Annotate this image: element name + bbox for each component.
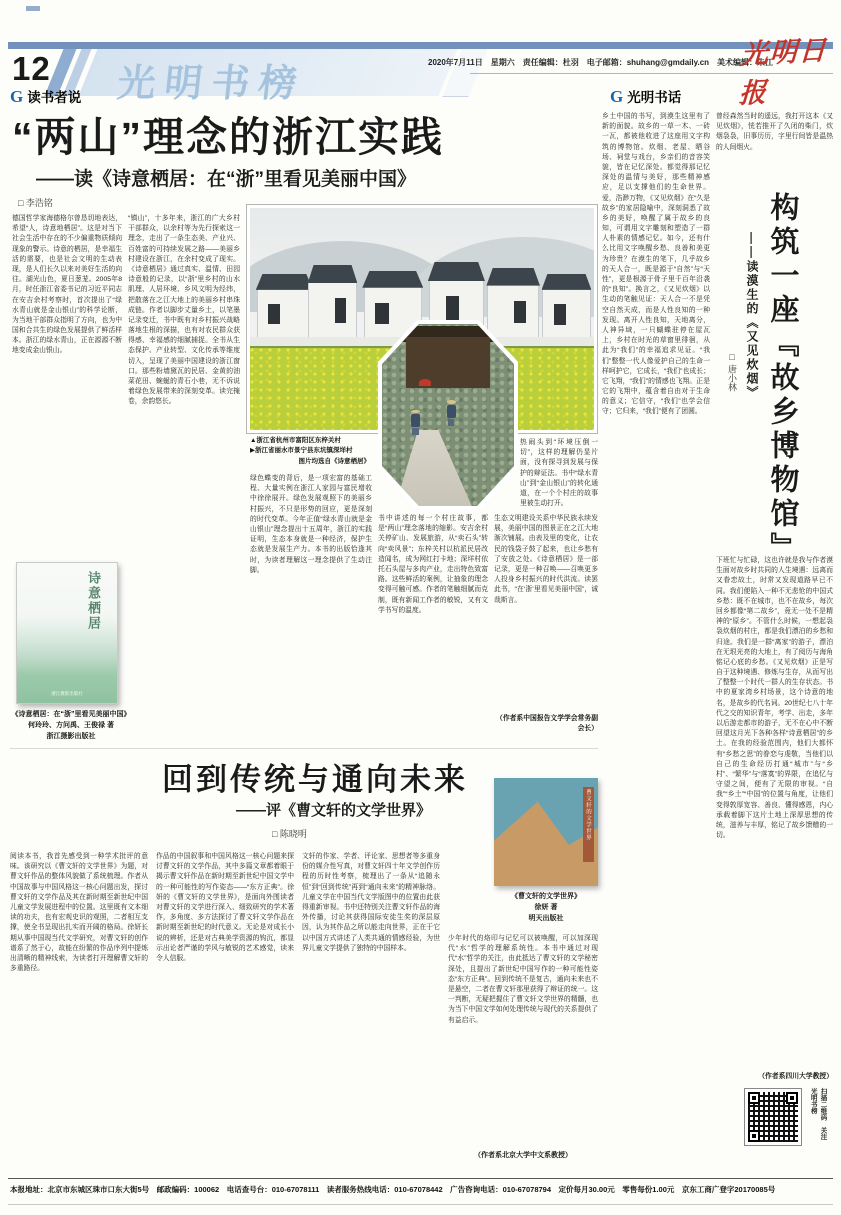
window-shape — [554, 304, 565, 325]
figure-body-shape — [411, 414, 420, 427]
section-marker-left-label: 读书者说 — [27, 90, 82, 105]
red-umbrella-shape — [419, 379, 431, 386]
book-cover-shiyiqiju — [16, 562, 118, 704]
villager-figure — [447, 400, 456, 426]
qr-code — [744, 1088, 802, 1146]
section-marker-left — [10, 86, 81, 106]
article3-subtitle: ——评《曹文轩的文学世界》 — [236, 802, 432, 819]
window-shape — [268, 304, 280, 323]
article1-column-3: 绿色蝶变的背后，是一项宏富的基础工程、大量实例在浙江人家园与富民增收中徐徐展开。绿色发展观照下的美丽乡村振兴，不只是形势的回应，更是深刻的时代变革。今年正值“绿水青山就是金山银山”理念提出十五周年，浙江的实践证明，生态本身就是一种经济，保护生态就是发展生产力。本书的出版恰逢其时，为读者理解这一理念提供了生动注脚。 — [250, 475, 372, 574]
book2-cover-title: 曹文轩的文学世界 — [585, 788, 591, 841]
photo-caption-line2: ▶浙江省丽水市景宁县东坑镇深垟村 — [250, 447, 353, 455]
book1-caption-authors: 何玲玲、方问禹、王俊禄 著 — [28, 721, 114, 729]
window-shape — [446, 296, 459, 322]
article1-column-5: 生态文明建设关系中华民族永续发展，美丽中国的图景正在之江大地渐次铺展。由表及里的变化，让农民的钱袋子鼓了起来，也让乡愁有了安放之处。《诗意栖居》是一部记录，更是一种召唤——召唤更多人投身乡村振兴的时代洪流。读罢此书，“在‘浙’里看见美丽中国”，诚哉斯言。 — [494, 515, 598, 604]
article3-column-4: 少年时代的烙印与记忆可以被唤醒，可以加深现代“水”哲学的理解系统性。本书中通过对现代“水”哲学的关注，由此抵达了曹文轩的文学秘密深处，且提出了新世纪中国写作的一种可能性姿态“东方正典”。回到传统不是复古，通向未来也不是悬空，二者在曹文轩那里获得了辩证的统一。这一判断，无疑把握住了曹文轩文学世界的精髓，也为当下中国文学如何处理传统与现代的关系提供了有益启示。 — [448, 935, 598, 1024]
qr-corner — [786, 1092, 798, 1104]
article3-column-1: 阅读本书，我首先感受到一种学术批评的意味。该研究以《曹文轩的文学世界》为题，对曹文轩作品的整体风貌做了系统梳理。作者从中国故事与中国风格这一核心问题出发，探讨曹文轩的文学作品及其在新时期至新世纪中国儿童文学发展进程中的位置。这里既有文本细读的功夫，也有宏观史识的观照，二者相互支撑，使全书呈现出扎实而开阔的格局。徐妍长期从事中国现当代文学研究，对曹文轩的创作谱系了然于心，故能在纷繁的作品序列中提炼出清晰的精神线索，为读者打开理解曹文轩的多重路径。 — [10, 853, 148, 973]
article3-column-2: 作品的中国叙事和中国风格这一核心问题来探讨曹文轩的文学作品，其中多篇文章都着眼于揭示曹文轩作品在新时期至新世纪中国文学中的一种可能性的写作姿态——“东方正典”。徐妍的《曹文轩的文学世界》，是面向外围读者对曹文轩的文学进行深入、细致研究的学术著作，多角度、多方法探讨了曹文轩文学作品在新时期至新世纪的时代意义。无论是对成长小说的辨析，还是对古典美学资源的钩沉，都显示出论者严谨的学风与敏锐的艺术感觉，读来令人信服。 — [156, 853, 294, 962]
roof-shape — [256, 274, 313, 290]
house-shape — [542, 288, 590, 341]
article1-subtitle: ——读《诗意栖居：在“浙”里看见美丽中国》 — [36, 169, 417, 190]
book-cover-publisher: 浙江摄影出版社 — [51, 691, 83, 697]
article2-author-note: （作者系四川大学教授） — [758, 1073, 833, 1080]
book-cover-caowenxuan — [494, 778, 598, 886]
article1-title: “两山”理念的浙江实践 — [12, 114, 444, 160]
house-shape — [308, 281, 356, 341]
house-shape — [487, 283, 539, 341]
qr-caption: 扫描二维码 关注光明书榜 — [809, 1088, 827, 1140]
book1-caption-publisher: 浙江摄影出版社 — [46, 732, 96, 740]
article3-title: 回到传统与通向未来 — [162, 762, 468, 797]
article2-column-right-main: 下班忙与忙碌，这也许就是我与作者漠生面对故乡时共同的人生境遇：远离而又眷恋故土，时常又发现道路早已不同。我们便陷入一种不无悲怆的中国式乡愁：既不在城市，也不在故乡，每次回乡都像“第二故乡”，竟无一处不是精神的“原乡”。不管什么时候，一想起袅袅炊烟的村庄，都是我们漂泊的乡愁和归途。我们是一群“离家”的游子，漂泊在无垠光亮的大地上，有了阅历与海角铭记心底的乡愁。《又见炊烟》正是写自于这种境遇、修炼与生存，从而写出了整整一个时代一群人的生存状态。书中的夏家湾乡村场景，这个诗意的地名，是故乡的代名词。20世纪七八十年代之交的知识青年，考学、出走，多年以后游走都市的游子，无不在心中不断回望这月光下各种各样“诗意栖居”的乡土。在我的经验范围内，他们大都怀有“乡愁之思”的眷恋与虔敬，当他们以自己的生命经历打通“城市”与“乡村”、“繁华”与“落寞”的界限，在追忆与守望之间，便有了无限的审视。“自我”“乡土”“中国”的位置与角度，让他们变得敦厚宽容、善良、懂得感恩，内心承载着脚下这片土地上深厚思想的传统，滋养与丰厚，铭记了故乡馈赠的一切。 — [716, 557, 833, 840]
villager-figure — [411, 410, 420, 436]
article3-byline: □ 陈晓明 — [272, 829, 307, 839]
section-banner: 光明书榜 — [115, 63, 308, 105]
bottom-rule — [8, 1204, 833, 1205]
book-cover-title: 诗意栖居 — [86, 571, 101, 632]
footer-line: 本报地址：北京市东城区珠市口东大街5号 邮政编码：100062 电话查号台：010-67078111 读者服务热线电话：010-67078442 广告咨询电话：010-67078794 定价每月30.00元 零售每份1.00元 京东工商广登字20170085号 — [10, 1185, 776, 1194]
book1-caption — [0, 710, 142, 743]
roof-shape — [362, 271, 423, 288]
article1-column-4: 书中讲述的每一个村庄故事，都是“两山”理念落地的缩影。安吉余村关停矿山、发展旅游，从“卖石头”转向“卖风景”；东梓关村以杭派民居改造闻名，成为网红打卡地；深垟村依托石头屋与多肉产业，走出特色致富路。这些鲜活的案例，让抽象的理念变得可触可感。作者的笔触细腻而克制，既有新闻工作者的敏锐，又有文学书写的温度。 — [378, 515, 488, 614]
qr-corner — [748, 1130, 760, 1142]
straw-hat-shape — [447, 400, 456, 404]
roof-shape — [308, 265, 358, 284]
octagon-photo — [378, 320, 518, 510]
article3-column-3: 文轩的作家、学者、评论家、思想者等多重身份的媒介性写真，对曹文轩四十年文学创作历程的历时性考察，梳理出了一条从“追随永恒”到“回到传统”再到“通向未来”的精神脉络。儿童文学在中国当代文学版图中的位置由此获得重新审视。书中还特别关注曹文轩作品的海外传播，讨论其获得国际安徒生奖的深层原因，认为其作品之所以能走向世界，正在于它以中国方式讲述了人类共通的情感经验，为世界儿童文学提供了独特的中国样本。 — [302, 853, 440, 952]
book2-caption — [486, 892, 606, 925]
photo-caption-line1: ▲浙江省杭州市富阳区东梓关村 — [250, 437, 341, 444]
qr-code-pattern — [748, 1092, 798, 1142]
article-divider — [10, 748, 598, 749]
window-shape — [514, 301, 526, 323]
figure-body-shape — [447, 405, 456, 418]
article1-byline: □ 李浩铭 — [18, 198, 53, 208]
article2-title: 构筑一座『故乡博物馆』 — [766, 192, 799, 566]
qr-corner — [748, 1092, 760, 1104]
section-marker-right — [610, 86, 681, 106]
book2-caption-title: 《曹文轩的文学世界》 — [511, 893, 581, 900]
gm-logo-icon: G — [610, 86, 624, 106]
article1-author-note: （作者系中国报告文学学会常务副会长） — [496, 715, 598, 732]
stone-path-shape — [395, 430, 472, 506]
article1-column-2: “镇山”，十多年来，浙江的广大乡村干部群众，以余村等为先行探索这一理念，走出了一条生态美、产业兴、百姓富的可持续发展之路——美丽乡村建设在浙江，在余村变成了现实。《诗意栖居》通过真实、温情、田园诗意般的记录，以“浙”里乡村的山水肌理、人居环境、乡风文明为经纬，把散落在之江大地上的美丽乡村串珠成链。作者以脚步丈量乡土，以笔墨记录变迁，书中既有对乡村振兴战略落地生根的深描，也有对农民群众获得感、幸福感的细腻捕捉。全书从生态保护、产业转型、文化传承等维度切入，呈现了美丽中国建设的浙江窗口。那些粉墙黛瓦的民居、金黄的油菜花田、蜿蜒的青石小巷，无不诉说着绿色发展带来的深刻变革。读完掩卷，余韵悠长。 — [128, 215, 240, 406]
masthead-logo: 光明日报 — [738, 34, 829, 109]
figure-legs-shape — [412, 428, 418, 435]
book2-caption-author: 徐妍 著 — [534, 903, 558, 911]
book1-caption-title: 《诗意栖居：在“浙”里看见美丽中国》 — [11, 711, 131, 718]
house-shape — [257, 288, 312, 341]
article2-column-right-top: 曾经森然当时的遥远，我打开这本《又见炊烟》，恍若推开了久闭的柴门，炊烟袅袅，旧事历历，字里行间皆是温热的人间烟火。 — [716, 113, 833, 151]
window-shape — [375, 303, 390, 324]
article2-byline: □ 唐小林 — [727, 352, 737, 392]
article1-wrap-fragment: 热闹头到“环境压倒一切”，这样的理解仍显片面，没有探寻到发展与保护的辩证法。书中“绿水青山”到“金山银山”的转化通道，在一个个村庄的故事里被生动打开。 — [520, 439, 598, 508]
figure-legs-shape — [448, 419, 454, 426]
window-shape — [335, 298, 346, 322]
gm-logo-icon: G — [10, 86, 24, 106]
footer-rule — [8, 1178, 833, 1179]
roof-shape — [486, 268, 540, 286]
article2-column-left: 乡土中国的书写，到漠生这里有了新的面貌。故乡的一草一木、一砖一瓦，都被他收进了这座用文字构筑的博物馆。炊烟、老屋、晒谷场、祠堂与戏台，乡亲们的音容笑貌，皆在记忆深处。都觉得那记忆深处的温情与美好，那些精神感应，足以支撑他们的生命世界。爱，浩渺万物，《又见炊烟》在“久是故乡”的家居隐喻中，深刻洞悉了故乡的美好，唤醒了属于故乡的良知，可谓用文字雕刻和塑造了一群人朴素的情感记忆。如今，还有什么比用文字唤醒乡愁、良善和美更为珍贵？在漠生的笔下，几乎故乡的天人合一，既是源于“自然”与“天性”，更是根源于骨子里千百年沿袭的“良知”。换言之，《又见炊烟》以生动的笔触见证：天人合一不是凭空自然天成，而是人性良知的一种发现。离开人性良知，天地离分，人神异域，一只蝴蝶驻停在屋瓦上，乡村在时光的草窗里徘徊，从此为“我们”的幸福追求见证。“我们”整整一代人像爱护自己的生命一样呵护它，它成长，“我们”也成长；它飞翔，“我们”的情感也飞翔。正是它的飞翔中，蕴含着自由对于生命的意义；它信守，“我们”也学会信守；它归来，“我们”便有了团圆。 — [602, 113, 710, 416]
section-marker-right-label: 光明书话 — [627, 90, 682, 105]
straw-hat-shape — [411, 410, 420, 414]
page-number: 12 — [12, 50, 51, 87]
roof-shape — [542, 274, 592, 290]
article3-author-note: （作者系北京大学中文系教授） — [474, 1152, 572, 1159]
roof-shape — [428, 262, 485, 281]
book2-caption-publisher: 明天出版社 — [528, 914, 564, 922]
registration-mark — [26, 6, 40, 11]
octagon-photo-image — [382, 324, 514, 506]
header-bar — [8, 42, 833, 49]
article1-column-1: 德国哲学家海德格尔曾恳切地表达，希望“人，诗意地栖居”。这是对当下社会生活中存在的不少偏重物质倾向现象的警示。诗意的栖居，是幸福生活的需要，也是社会文明的生动表现，是人们长久以来对美好生活的向往。湖光山色，夏日葱茏。2005年8月，时任浙江省委书记的习近平同志在安吉余村考察时，首次提出了“绿水青山就是金山银山”的科学论断，为当地干部群众指明了方向，也为中国和合共生的绿色发展提供了鲜活样本。浙江的绿水青山，正在源源不断地变成金山银山。 — [12, 215, 122, 355]
article2-subtitle: ——读漠生的《又见炊烟》 — [745, 232, 759, 400]
dateline: 2020年7月11日 星期六 责任编辑：杜羽 电子邮箱：shuhang@gmdaily.cn 美术编辑：朱江 — [428, 58, 774, 67]
photo-caption — [250, 436, 370, 467]
photo-caption-credit: 图片均选自《诗意栖居》 — [298, 457, 370, 465]
old-house-shape — [406, 337, 490, 388]
